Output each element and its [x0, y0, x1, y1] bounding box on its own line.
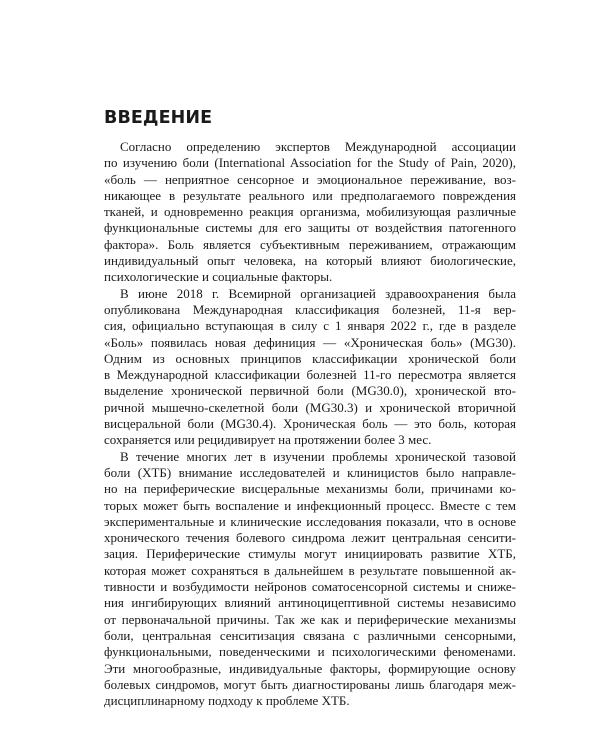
text-line: боли (ХТБ) внимание исследователей и клиницистов было направле- [104, 464, 516, 480]
text-line: Согласно определению экспертов Международной ассоциации [120, 139, 516, 154]
text-line: от первоначальной причины. Так же как и периферические механизмы [104, 611, 516, 627]
text-line: которая может сохраняться в дальнейшем в результате повышенной ак- [104, 562, 516, 578]
text-line: тивности и возбудимости нейронов соматосенсорной системы и сниже- [104, 579, 516, 595]
text-line: хронического течения болевого синдрома лежит центральная сенсити- [104, 530, 516, 546]
paragraph [104, 449, 516, 710]
text-line: никающее в результате реального или предполагаемого повреждения [104, 187, 516, 203]
text-line: психологические и социальные факторы. [104, 269, 333, 285]
text-line: В течение многих лет в изучении проблемы хронической тазовой [120, 448, 516, 464]
text-line: по изучению боли (International Association for the Study of Pain, 2020), [104, 155, 516, 171]
text-line: функциональными, поведенческими и психологическими феноменами. [104, 644, 516, 660]
text-line: ния ингибирующих влияний антиноцицептивной системы независимо [104, 595, 516, 611]
text-line: ричной мышечно-скелетной боли (MG30.3) и хронической вторичной [104, 399, 516, 415]
text-line: «боль — неприятное сенсорное и эмоциональное переживание, воз- [104, 171, 516, 187]
text-line: болевых синдромов, могут быть диагностированы лишь благодаря меж- [104, 676, 516, 692]
text-line: сохраняется или рецидивирует на протяжении более 3 мес. [104, 432, 432, 448]
text-line: Одним из основных принципов классификации хронической боли [104, 350, 516, 366]
text-line: дисциплинарному подходу к проблеме ХТБ. [104, 693, 350, 709]
text-line: экспериментальные и клинические исследования показали, что в основе [104, 513, 516, 529]
text-line: сия, официально вступающая в силу с 1 января 2022 г., где в разделе [104, 318, 516, 334]
text-line: тканей, и одновременно реакция организма, мобилизующая различные [104, 204, 516, 220]
text-line: опубликована Международная классификация болезней, 11-я вер- [104, 301, 516, 317]
text-line: «Боль» появилась новая дефиниция — «Хроническая боль» (MG30). [104, 334, 516, 350]
text-line: выделение хронической первичной боли (MG30.0), хронической вто- [104, 383, 516, 399]
text-line: боли, центральная сенситизация связана с различными сенсорными, [104, 627, 516, 643]
text-line: висцеральной боли (MG30.4). Хроническая боль — это боль, которая [104, 416, 516, 432]
text-line: функциональные системы для его защиты от воздействия патогенного [104, 220, 516, 236]
paragraph [104, 139, 516, 286]
text-line: фактора». Боль является субъективным переживанием, отражающим [104, 236, 516, 252]
section-heading: ВВЕДЕНИЕ [104, 108, 213, 128]
text-line: зация. Периферические стимулы могут инициировать развитие ХТБ, [104, 546, 516, 562]
body-text [104, 139, 516, 709]
text-line: торых может быть воспаление и инфекционный процесс. Вместе с тем [104, 497, 516, 513]
page-content [104, 106, 516, 709]
text-line: но на периферические висцеральные механизмы боли, причинами ко- [104, 481, 516, 497]
text-line: в Международной классификации болезней 11-го пересмотра является [104, 367, 516, 383]
text-line: Эти многообразные, индивидуальные факторы, формирующие основу [104, 660, 516, 676]
text-line: индивидуальный опыт человека, на который влияют биологические, [104, 253, 516, 269]
text-line: В июне 2018 г. Всемирной организацией здравоохранения была [120, 285, 516, 301]
paragraph [104, 286, 516, 449]
